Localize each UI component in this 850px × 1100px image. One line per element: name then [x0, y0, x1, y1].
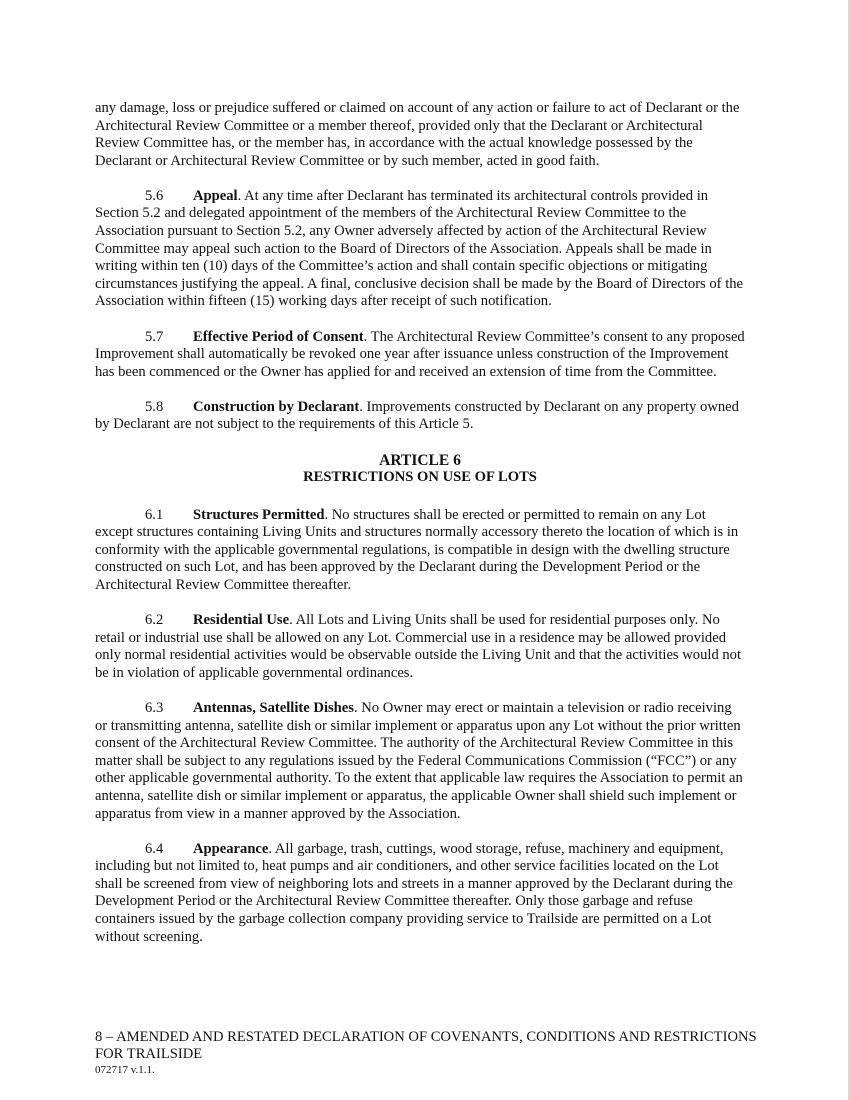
section-title: Construction by Declarant: [193, 398, 360, 415]
section-number: 6.2: [145, 612, 164, 629]
section-6-3: [95, 700, 745, 823]
footer-title-line-2: FOR TRAILSIDE: [95, 1046, 203, 1062]
section-title: Structures Permitted: [193, 506, 325, 523]
section-text: . No Owner may erect or maintain a television or radio receiving or transmitting antenna, satellite dish or similar implement or apparatus upon any Lot without the prior written consent of the Architectural Review Committee. The authority of the Architectural Review Committee in this matter shall be subject to any regulations issued by the Federal Communications Commission (“FCC”) or any other applicable governmental authority. To the extent that applicable law requires the Association to permit an antenna, satellite dish or similar implement or apparatus, the applicable Owner shall shield such implement or apparatus from view in a manner approved by the Association.: [95, 700, 743, 822]
section-title: Appeal: [193, 187, 238, 204]
section-6-1: [95, 507, 745, 595]
section-number: 6.3: [145, 700, 164, 717]
section-6-2: [95, 612, 745, 682]
section-number: 5.7: [145, 328, 164, 345]
section-number: 5.8: [145, 398, 164, 415]
section-text: . All garbage, trash, cuttings, wood storage, refuse, machinery and equipment, including but not limited to, heat pumps and air conditioners, and other service facilities located on the Lot shall be screened from view of neighboring lots and streets in a manner approved by the Declarant during the Development Period or the Architectural Review Committee thereafter. Only those garbage and refuse containers issued by the garbage collection company providing service to Trailside are permitted on a Lot without screening.: [95, 840, 733, 945]
section-title: Residential Use: [193, 612, 290, 629]
section-title: Appearance: [193, 840, 269, 857]
section-text: . No structures shall be erected or permitted to remain on any Lot except structures containing Living Units and structures normally accessory thereto the location of which is in conformity with the applicable governmental regulations, is compatible in design with the dwelling structure constructed on such Lot, and has been approved by the Declarant during the Development Period or the Architectural Review Committee thereafter.: [95, 506, 739, 594]
section-text: . Improvements constructed by Declarant on any property owned by Declarant are not subject to the requirements of this Article 5.: [95, 398, 739, 433]
section-title: Effective Period of Consent: [193, 328, 364, 345]
section-5-8: [95, 399, 745, 434]
footer-version: 072717 v.1.1.: [95, 1064, 155, 1076]
document-body: [95, 100, 745, 964]
continuation-paragraph: any damage, loss or prejudice suffered or claimed on account of any action or failure to act of Declarant or the Architectural Review Committee or a member thereof, provided only that the Declarant or Architectural Review Committee has, or the member has, in accordance with the actual knowledge possessed by the Declarant or Architectural Review Committee or by such member, acted in good faith.: [95, 100, 740, 169]
section-6-4: [95, 841, 745, 947]
article-heading: [95, 452, 745, 487]
section-number: 6.1: [145, 506, 164, 523]
section-5-6: [95, 188, 745, 311]
section-text: . The Architectural Review Committee’s consent to any proposed Improvement shall automatically be revoked one year after issuance unless construction of the Improvement has been commenced or the Owner has applied for and received an extension of time from the Committee.: [95, 328, 745, 380]
section-number: 5.6: [145, 187, 164, 204]
section-text: . All Lots and Living Units shall be used for residential purposes only. No retail or industrial use shall be allowed on any Lot. Commercial use in a residence may be allowed provided only normal residential activities would be observable outside the Living Unit and that the activities would not be in violation of applicable governmental ordinances.: [95, 612, 742, 681]
section-text: . At any time after Declarant has terminated its architectural controls provided in Section 5.2 and delegated appointment of the members of the Architectural Review Committee to the Association pursuant to Section 5.2, any Owner adversely affected by action of the Architectural Review Committee may appeal such action to the Board of Directors of the Association. Appeals shall be made in writing within ten (10) days of the Committee’s action and shall contain specific objections or mitigating circumstances justifying the appeal. A final, conclusive decision shall be made by the Board of Directors of the Association within fifteen (15) working days after receipt of such notification.: [95, 187, 744, 310]
footer-title-line-1: 8 – AMENDED AND RESTATED DECLARATION OF COVENANTS, CONDITIONS AND RESTRICTIONS: [95, 1029, 757, 1045]
article-title: RESTRICTIONS ON USE OF LOTS: [303, 469, 537, 486]
section-title: Antennas, Satellite Dishes: [193, 700, 354, 717]
section-5-7: [95, 329, 745, 382]
section-number: 6.4: [145, 840, 164, 857]
article-number: ARTICLE 6: [379, 451, 461, 469]
page-footer: [95, 1029, 775, 1077]
